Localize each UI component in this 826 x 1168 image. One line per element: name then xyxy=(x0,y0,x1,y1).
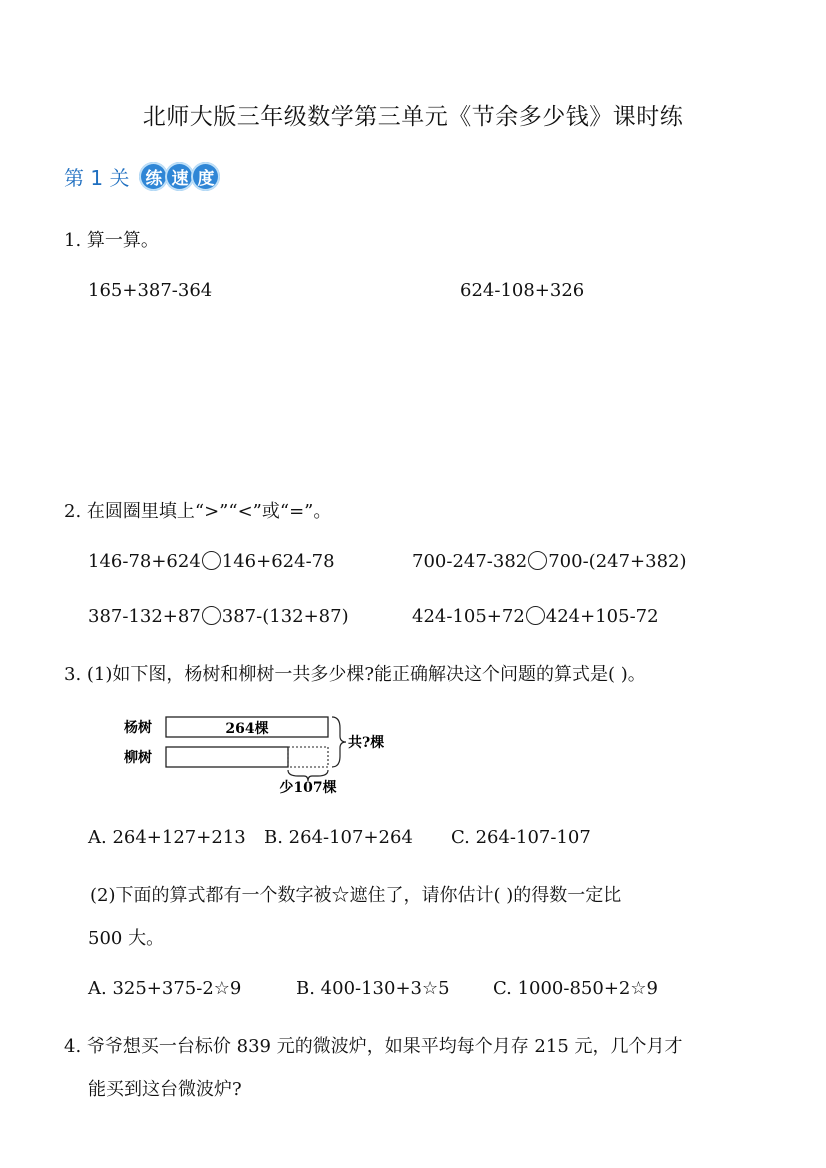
q2-item-1 xyxy=(88,551,335,572)
q4-line1: 4. 爷爷想买一台标价 839 元的微波炉，如果平均每个月存 215 元，几个月才 xyxy=(64,1036,683,1057)
q3-part2-line2: 500 大。 xyxy=(88,928,165,949)
compare-circle[interactable] xyxy=(528,551,547,570)
total-brace xyxy=(332,717,346,767)
q2-item-1-right: 146+624-78 xyxy=(221,551,335,572)
q1-expression-right: 624-108+326 xyxy=(460,280,585,301)
liu-bar xyxy=(166,747,288,767)
level-label: 第 1 关 xyxy=(64,166,130,190)
line-segment-diagram xyxy=(120,706,400,806)
q2-item-3-right: 387-(132+87) xyxy=(221,606,349,627)
level-header xyxy=(64,162,217,191)
yang-bar-label: 264棵 xyxy=(225,721,269,737)
total-label: 共?棵 xyxy=(348,735,385,751)
q3-part2-line1: (2)下面的算式都有一个数字被☆遮住了，请你估计( )的得数一定比 xyxy=(90,885,622,906)
q3-part2-option-a[interactable]: A. 325+375-2☆9 xyxy=(88,978,242,999)
q2-item-4-right: 424+105-72 xyxy=(545,606,659,627)
compare-circle[interactable] xyxy=(526,606,545,625)
less-label: 少107棵 xyxy=(279,780,337,796)
q2-item-1-left: 146-78+624 xyxy=(88,551,201,572)
label-yang: 杨树 xyxy=(124,720,152,736)
q3-part1-text: 3. (1)如下图，杨树和柳树一共多少棵?能正确解决这个问题的算式是( )。 xyxy=(64,664,646,685)
badge-char-1: 练 xyxy=(139,162,168,191)
label-liu: 柳树 xyxy=(124,750,152,766)
q3-option-c[interactable]: C. 264-107-107 xyxy=(451,827,591,848)
compare-circle[interactable] xyxy=(202,606,221,625)
q1-expression-left: 165+387-364 xyxy=(88,280,213,301)
q3-part2-option-b[interactable]: B. 400-130+3☆5 xyxy=(296,978,450,999)
q2-item-4-left: 424-105+72 xyxy=(412,606,525,627)
q3-option-a[interactable]: A. 264+127+213 xyxy=(88,827,246,848)
q2-item-3 xyxy=(88,606,349,627)
q3-part2-option-c[interactable]: C. 1000-850+2☆9 xyxy=(493,978,658,999)
q2-item-3-left: 387-132+87 xyxy=(88,606,201,627)
q1-heading: 1. 算一算。 xyxy=(64,230,159,251)
q2-item-4 xyxy=(412,606,659,627)
q2-heading: 2. 在圆圈里填上“>”“<”或“=”。 xyxy=(64,501,332,522)
page-title: 北师大版三年级数学第三单元《节余多少钱》课时练 xyxy=(142,104,684,130)
badge-char-2: 速 xyxy=(165,162,194,191)
q2-item-2 xyxy=(412,551,687,572)
badge-char-3: 度 xyxy=(191,162,220,191)
compare-circle[interactable] xyxy=(202,551,221,570)
q3-option-b[interactable]: B. 264-107+264 xyxy=(264,827,413,848)
q2-item-2-right: 700-(247+382) xyxy=(548,551,687,572)
q2-item-2-left: 700-247-382 xyxy=(412,551,528,572)
liu-missing-segment xyxy=(288,747,328,767)
q4-line2: 能买到这台微波炉? xyxy=(88,1079,242,1100)
